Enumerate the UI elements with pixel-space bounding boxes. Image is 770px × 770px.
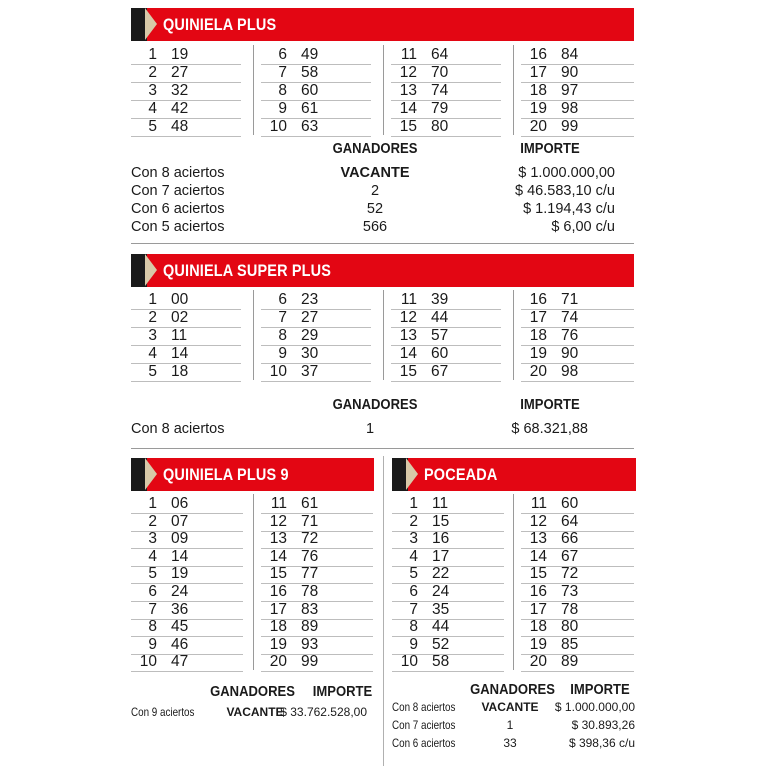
draw-position: 4 [148, 100, 157, 117]
draw-position: 9 [409, 635, 418, 653]
drawn-number: 11 [432, 495, 449, 512]
drawn-number: 24 [432, 583, 450, 600]
draw-position: 14 [399, 345, 417, 362]
draw-position: 18 [269, 618, 287, 636]
number-row [261, 46, 371, 65]
drawn-number: 64 [561, 512, 579, 530]
number-row [131, 363, 241, 382]
col-header-amount: IMPORTE [312, 684, 373, 700]
drawn-number: 27 [301, 309, 319, 326]
draw-position: 19 [529, 100, 547, 117]
draw-position: 3 [148, 530, 157, 548]
result-label: Con 8 aciertos [131, 421, 225, 437]
draw-position: 20 [529, 653, 547, 671]
number-row [261, 327, 371, 346]
number-row [521, 363, 634, 382]
number-row [521, 636, 634, 655]
draw-position: 20 [269, 653, 287, 671]
drawn-number: 23 [301, 291, 319, 308]
draw-position: 6 [278, 46, 287, 63]
number-row [392, 530, 504, 549]
draw-position: 2 [148, 512, 157, 530]
drawn-number: 16 [432, 530, 450, 548]
result-winners: 33 [503, 736, 517, 750]
number-row [392, 601, 504, 620]
result-label: Con 8 aciertos [131, 165, 225, 181]
drawn-number: 67 [431, 363, 449, 380]
draw-position: 13 [529, 530, 547, 548]
draw-position: 3 [148, 327, 157, 344]
drawn-number: 76 [561, 327, 579, 344]
draw-position: 14 [269, 547, 287, 565]
section-header-quiniela-super-plus [131, 254, 634, 287]
drawn-number: 18 [171, 363, 189, 380]
draw-position: 8 [409, 618, 418, 636]
result-amount: $ 1.194,43 c/u [523, 201, 615, 217]
drawn-number: 46 [171, 635, 189, 653]
drawn-number: 90 [561, 345, 579, 362]
draw-position: 15 [399, 118, 417, 135]
draw-position: 5 [148, 565, 157, 583]
draw-position: 11 [400, 46, 417, 63]
number-row [392, 653, 504, 672]
column-divider [513, 45, 514, 135]
result-label: Con 7 aciertos [131, 183, 225, 199]
number-row [131, 513, 243, 532]
number-row [261, 530, 373, 549]
column-divider [253, 290, 254, 380]
drawn-number: 66 [561, 530, 579, 548]
col-header-winners: GANADORES [332, 397, 418, 413]
number-row [391, 118, 501, 137]
drawn-number: 44 [432, 618, 450, 636]
draw-position: 2 [148, 64, 157, 81]
draw-position: 7 [148, 600, 157, 618]
number-row [261, 513, 373, 532]
drawn-number: 74 [561, 309, 579, 326]
draw-position: 16 [529, 583, 547, 600]
result-label: Con 9 aciertos [131, 705, 195, 719]
result-label: Con 8 aciertos [392, 700, 456, 714]
divider [131, 243, 634, 244]
section-title: POCEADA [424, 465, 498, 484]
draw-position: 5 [148, 363, 157, 380]
chevron-icon [145, 254, 157, 286]
number-row [391, 82, 501, 101]
number-row [261, 601, 373, 620]
draw-position: 15 [529, 565, 547, 583]
number-row [131, 495, 243, 514]
draw-position: 12 [399, 64, 417, 81]
drawn-number: 99 [301, 653, 319, 671]
number-row [261, 565, 373, 584]
number-row [521, 309, 634, 328]
drawn-number: 19 [171, 46, 189, 63]
drawn-number: 52 [432, 635, 450, 653]
draw-position: 10 [400, 653, 418, 671]
drawn-number: 90 [561, 64, 579, 81]
drawn-number: 44 [431, 309, 449, 326]
draw-position: 19 [529, 635, 547, 653]
drawn-number: 14 [171, 547, 189, 565]
drawn-number: 60 [301, 82, 319, 99]
draw-position: 9 [148, 635, 157, 653]
number-row [521, 82, 634, 101]
draw-position: 8 [278, 327, 287, 344]
col-header-amount: IMPORTE [570, 682, 630, 698]
number-row [261, 618, 373, 637]
number-row [521, 118, 634, 137]
draw-position: 6 [278, 291, 287, 308]
draw-position: 6 [409, 583, 418, 600]
draw-position: 16 [529, 291, 547, 308]
number-row [261, 100, 371, 119]
section-header-quiniela-plus [131, 8, 634, 41]
draw-position: 3 [409, 530, 418, 548]
result-amount: $ 30.893,26 [571, 718, 635, 732]
number-row [392, 583, 504, 602]
chevron-icon [145, 8, 157, 40]
draw-position: 8 [148, 618, 157, 636]
result-amount: $ 398,36 c/u [568, 736, 635, 750]
drawn-number: 98 [561, 363, 579, 380]
drawn-number: 11 [171, 327, 188, 344]
result-winners: VACANTE [481, 700, 539, 714]
col-header-winners: GANADORES [210, 684, 295, 700]
number-row [131, 583, 243, 602]
number-row [521, 327, 634, 346]
draw-position: 17 [529, 64, 547, 81]
result-amount: $ 33.762.528,00 [280, 705, 367, 719]
drawn-number: 49 [301, 46, 319, 63]
result-winners: 2 [370, 183, 380, 199]
draw-position: 13 [399, 82, 417, 99]
drawn-number: 71 [301, 512, 319, 530]
drawn-number: 89 [301, 618, 319, 636]
result-winners: 566 [362, 219, 388, 235]
drawn-number: 80 [431, 118, 449, 135]
result-amount: $ 1.000.000,00 [518, 165, 615, 181]
draw-position: 7 [409, 600, 418, 618]
drawn-number: 48 [171, 118, 189, 135]
draw-position: 6 [148, 583, 157, 600]
number-row [261, 345, 371, 364]
number-row [131, 291, 241, 310]
drawn-number: 17 [432, 547, 450, 565]
drawn-number: 78 [301, 583, 319, 600]
number-row [521, 583, 634, 602]
number-row [131, 309, 241, 328]
number-row [521, 345, 634, 364]
column-divider [253, 45, 254, 135]
draw-position: 10 [139, 653, 157, 671]
result-label: Con 6 aciertos [131, 201, 225, 217]
draw-position: 1 [148, 46, 157, 63]
number-row [261, 363, 371, 382]
number-row [131, 530, 243, 549]
draw-position: 2 [409, 512, 418, 530]
section-title: QUINIELA PLUS 9 [163, 465, 289, 484]
number-row [131, 618, 243, 637]
draw-position: 19 [529, 345, 547, 362]
result-amount: $ 46.583,10 c/u [515, 183, 615, 199]
divider [131, 448, 634, 449]
drawn-number: 29 [301, 327, 319, 344]
draw-position: 10 [269, 363, 287, 380]
number-row [261, 548, 373, 567]
drawn-number: 76 [301, 547, 319, 565]
number-row [261, 583, 373, 602]
number-row [521, 530, 634, 549]
column-divider [253, 494, 254, 670]
drawn-number: 58 [301, 64, 319, 81]
column-divider [383, 45, 384, 135]
col-header-winners: GANADORES [470, 682, 555, 698]
number-row [521, 653, 634, 672]
draw-position: 11 [270, 495, 287, 512]
number-row [261, 64, 371, 83]
draw-position: 9 [278, 345, 287, 362]
section-title: QUINIELA SUPER PLUS [163, 261, 332, 280]
draw-position: 1 [148, 495, 157, 512]
result-amount: $ 1.000.000,00 [554, 700, 635, 714]
number-row [131, 82, 241, 101]
section-header-quiniela-plus-9 [131, 458, 374, 491]
draw-position: 4 [148, 345, 157, 362]
draw-position: 18 [529, 327, 547, 344]
drawn-number: 22 [432, 565, 450, 583]
number-row [392, 548, 504, 567]
drawn-number: 35 [432, 600, 450, 618]
number-row [391, 100, 501, 119]
number-row [131, 118, 241, 137]
drawn-number: 78 [561, 600, 579, 618]
number-row [521, 291, 634, 310]
drawn-number: 14 [171, 345, 189, 362]
drawn-number: 30 [301, 345, 319, 362]
drawn-number: 47 [171, 653, 189, 671]
drawn-number: 15 [432, 512, 450, 530]
draw-position: 20 [529, 363, 547, 380]
drawn-number: 99 [561, 118, 579, 135]
drawn-number: 27 [171, 64, 189, 81]
column-divider [513, 494, 514, 670]
number-row [131, 601, 243, 620]
draw-position: 13 [399, 327, 417, 344]
draw-position: 4 [148, 547, 157, 565]
number-row [131, 100, 241, 119]
drawn-number: 80 [561, 618, 579, 636]
draw-position: 4 [409, 547, 418, 565]
number-row [391, 64, 501, 83]
number-row [261, 118, 371, 137]
number-row [521, 618, 634, 637]
drawn-number: 85 [561, 635, 579, 653]
number-row [261, 636, 373, 655]
drawn-number: 89 [561, 653, 579, 671]
draw-position: 1 [409, 495, 418, 512]
draw-position: 16 [529, 46, 547, 63]
number-row [392, 618, 504, 637]
number-row [391, 327, 501, 346]
number-row [392, 513, 504, 532]
draw-position: 12 [399, 309, 417, 326]
number-row [392, 636, 504, 655]
result-label: Con 6 aciertos [392, 736, 456, 750]
result-label: Con 7 aciertos [392, 718, 456, 732]
result-winners: 1 [365, 421, 375, 437]
result-label: Con 5 aciertos [131, 219, 225, 235]
draw-position: 14 [399, 100, 417, 117]
col-header-amount: IMPORTE [520, 141, 580, 157]
draw-position: 5 [409, 565, 418, 583]
draw-position: 10 [269, 118, 287, 135]
section-header-poceada [392, 458, 636, 491]
col-header-amount: IMPORTE [520, 397, 580, 413]
number-row [131, 345, 241, 364]
draw-position: 17 [529, 309, 547, 326]
number-row [521, 513, 634, 532]
drawn-number: 83 [301, 600, 319, 618]
drawn-number: 06 [171, 495, 189, 512]
draw-position: 3 [148, 82, 157, 99]
drawn-number: 84 [561, 46, 579, 63]
draw-position: 11 [400, 291, 417, 308]
drawn-number: 71 [561, 291, 579, 308]
number-row [261, 653, 373, 672]
draw-position: 7 [278, 64, 287, 81]
drawn-number: 70 [431, 64, 449, 81]
column-divider [383, 456, 384, 766]
section-title: QUINIELA PLUS [163, 15, 277, 34]
number-row [131, 653, 243, 672]
drawn-number: 09 [171, 530, 189, 548]
result-winners: VACANTE [226, 705, 284, 719]
drawn-number: 42 [171, 100, 189, 117]
number-row [391, 363, 501, 382]
col-header-winners: GANADORES [332, 141, 418, 157]
draw-position: 14 [529, 547, 547, 565]
number-row [521, 601, 634, 620]
number-row [521, 64, 634, 83]
draw-position: 12 [529, 512, 547, 530]
drawn-number: 72 [561, 565, 579, 583]
result-amount: $ 6,00 c/u [551, 219, 615, 235]
drawn-number: 36 [171, 600, 189, 618]
number-row [391, 345, 501, 364]
number-row [521, 495, 634, 514]
number-row [261, 291, 371, 310]
result-winners: 52 [366, 201, 384, 217]
number-row [391, 46, 501, 65]
drawn-number: 39 [431, 291, 449, 308]
draw-position: 5 [148, 118, 157, 135]
draw-position: 17 [529, 600, 547, 618]
number-row [391, 309, 501, 328]
drawn-number: 60 [431, 345, 449, 362]
column-divider [383, 290, 384, 380]
number-row [131, 64, 241, 83]
result-winners: 1 [506, 718, 514, 732]
drawn-number: 93 [301, 635, 319, 653]
drawn-number: 24 [171, 583, 189, 600]
drawn-number: 32 [171, 82, 189, 99]
number-row [131, 548, 243, 567]
draw-position: 15 [399, 363, 417, 380]
draw-position: 2 [148, 309, 157, 326]
draw-position: 19 [269, 635, 287, 653]
draw-position: 18 [529, 82, 547, 99]
number-row [521, 100, 634, 119]
draw-position: 1 [148, 291, 157, 308]
number-row [391, 291, 501, 310]
draw-position: 18 [529, 618, 547, 636]
chevron-icon [145, 458, 157, 490]
drawn-number: 98 [561, 100, 579, 117]
draw-position: 8 [278, 82, 287, 99]
number-row [131, 636, 243, 655]
draw-position: 12 [269, 512, 287, 530]
drawn-number: 19 [171, 565, 189, 583]
drawn-number: 97 [561, 82, 579, 99]
drawn-number: 02 [171, 309, 189, 326]
column-divider [513, 290, 514, 380]
number-row [131, 46, 241, 65]
number-row [131, 565, 243, 584]
draw-position: 17 [269, 600, 287, 618]
drawn-number: 74 [431, 82, 449, 99]
drawn-number: 60 [561, 495, 579, 512]
drawn-number: 00 [171, 291, 189, 308]
number-row [261, 82, 371, 101]
drawn-number: 37 [301, 363, 319, 380]
draw-position: 7 [278, 309, 287, 326]
chevron-icon [406, 458, 418, 490]
drawn-number: 61 [301, 100, 319, 117]
draw-position: 13 [269, 530, 287, 548]
number-row [261, 495, 373, 514]
drawn-number: 73 [561, 583, 579, 600]
number-row [261, 309, 371, 328]
drawn-number: 64 [431, 46, 449, 63]
draw-position: 9 [278, 100, 287, 117]
drawn-number: 63 [301, 118, 319, 135]
number-row [131, 327, 241, 346]
draw-position: 11 [530, 495, 547, 512]
drawn-number: 07 [171, 512, 189, 530]
result-amount: $ 68.321,88 [511, 421, 588, 437]
drawn-number: 77 [301, 565, 319, 583]
draw-position: 20 [529, 118, 547, 135]
drawn-number: 58 [432, 653, 450, 671]
drawn-number: 57 [431, 327, 449, 344]
draw-position: 15 [269, 565, 287, 583]
number-row [521, 548, 634, 567]
drawn-number: 45 [171, 618, 189, 636]
number-row [521, 46, 634, 65]
result-winners: VACANTE [340, 165, 410, 181]
draw-position: 16 [269, 583, 287, 600]
drawn-number: 67 [561, 547, 579, 565]
number-row [392, 495, 504, 514]
number-row [521, 565, 634, 584]
drawn-number: 72 [301, 530, 319, 548]
drawn-number: 61 [301, 495, 319, 512]
drawn-number: 79 [431, 100, 449, 117]
number-row [392, 565, 504, 584]
